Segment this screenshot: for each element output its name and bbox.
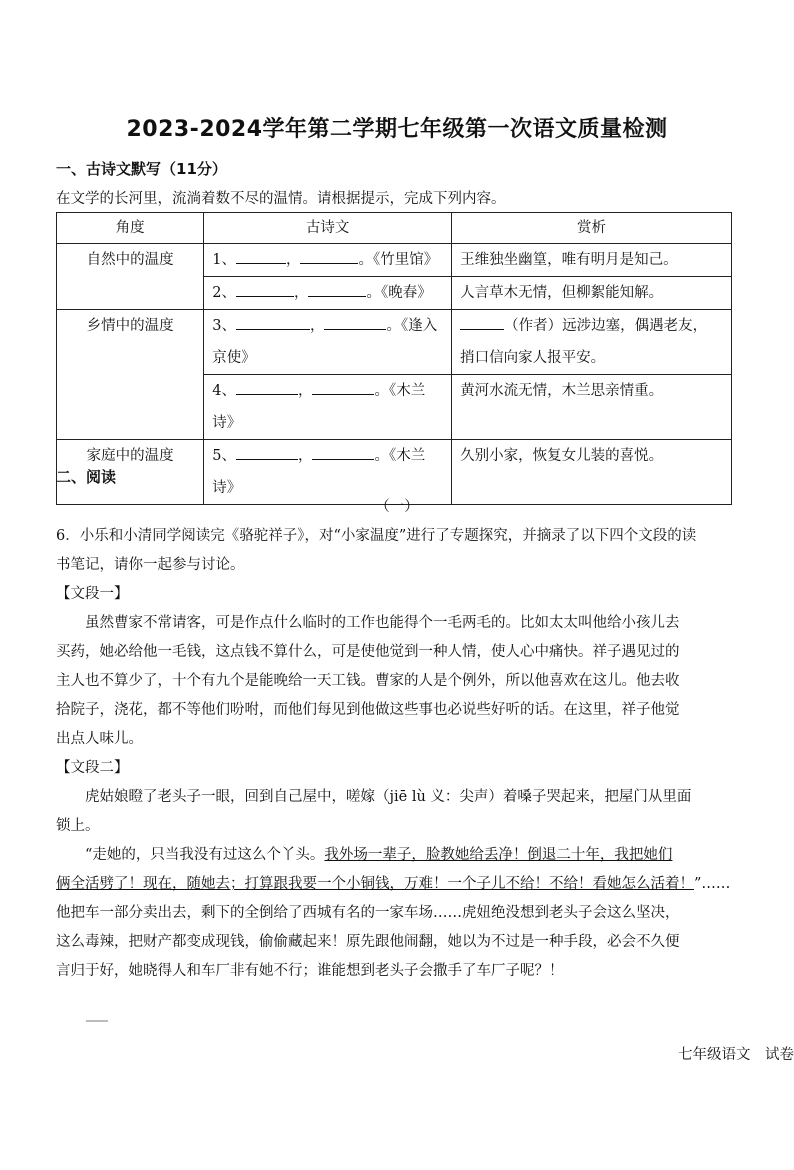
scan-mark — [86, 1020, 108, 1022]
appreciation-cell: 王维独坐幽篁，唯有明月是知己。 — [452, 244, 732, 277]
poem-cell: 4、 ， 。《木兰诗》 — [204, 375, 452, 440]
poem-cell: 2、 ， 。《晚春》 — [204, 277, 452, 310]
answer-blank[interactable] — [308, 282, 366, 297]
answer-blank[interactable] — [236, 315, 310, 330]
author-blank[interactable] — [460, 315, 504, 330]
question-6: 6．小乐和小清同学阅读完《骆驼祥子》，对“小家温度”进行了专题探究，并摘录了以下四个文段的读 书笔记，请你一起参与讨论。 【文段一】 虽然曹家不常请客，可是作点什么临时的工作也能得个一毛两毛的。比如太太叫他给小孩儿去 买药，她必给他一毛钱，这点钱不算什么，可是使他觉到一种人情，使人心中痛快。祥子遇见过的 主人也不算少了，十个有九个是能晚给一天工钱。曹家的人是个例外，所以他喜欢在这儿。他去收 拾院子，浇花，都不等他们吩咐，而他们每见到他做这些事也必说些好听的话。在这里，祥子他觉 出点人味儿。 【文段二】 虎姑娘瞪了老头子一眼，回到自己屋中，嗟嫁（jiē lù 义：尖声）着嗓子哭起来，把屋门从里面 锁上。 “走她的，只当我没有过这么个丫头。我外场一辈子，脸教她给丢净！倒退二十年，我把她们 俩全活劈了！现在，随她去；打算跟我要一个小铜钱，万难！一个子儿不给！不给！看她怎么活着！”…… 他把车一部分卖出去，剩下的全倒给了西城有名的一家车场……虎妞绝没想到老头子会这么坚决， 这么毒辣，把财产都变成现钱，偷偷藏起来！原先跟他闹翻，她以为不过是一种手段，必会不久便 言归于好，她晓得人和车厂非有她不行；谁能想到老头子会撒手了车厂子呢？！ — [56, 522, 746, 986]
answer-blank[interactable] — [236, 249, 286, 264]
answer-blank[interactable] — [324, 315, 386, 330]
header-appreciation: 赏析 — [452, 213, 732, 244]
appreciation-cell: （作者）远涉边塞，偶遇老友， 捎口信向家人报平安。 — [452, 310, 732, 375]
header-angle: 角度 — [57, 213, 204, 244]
page-title: 2023-2024学年第二学期七年级第一次语文质量检测 — [126, 117, 668, 142]
page-footer: 七年级语文 试卷 — [678, 1047, 794, 1063]
table-row — [57, 244, 732, 277]
reading-subheading: （一） — [375, 499, 419, 515]
answer-blank[interactable] — [300, 249, 358, 264]
section1-intro: 在文学的长河里，流淌着数不尽的温情。请根据提示，完成下列内容。 — [56, 191, 506, 207]
poetry-table — [56, 212, 732, 505]
appreciation-cell: 人言草木无情，但柳絮能知解。 — [452, 277, 732, 310]
appreciation-cell: 黄河水流无情，木兰思亲情重。 — [452, 375, 732, 440]
segment-1-label: 【文段一】 — [56, 586, 129, 602]
underlined-quote: 俩全活劈了！现在，随她去；打算跟我要一个小铜钱，万难！一个子儿不给！不给！看她怎么活着！ — [56, 876, 694, 892]
underlined-quote: 我外场一辈子，脸教她给丢净！倒退二十年，我把她们 — [324, 847, 673, 863]
poem-cell: 5、 ， 。《木兰诗》 — [204, 440, 452, 505]
header-poem: 古诗文 — [204, 213, 452, 244]
section1-heading: 一、古诗文默写（11分） — [56, 160, 227, 178]
section2-heading: 二、阅读 — [56, 468, 117, 486]
angle-cell: 自然中的温度 — [57, 244, 204, 310]
answer-blank[interactable] — [312, 445, 374, 460]
answer-blank[interactable] — [312, 380, 374, 395]
answer-blank[interactable] — [236, 445, 298, 460]
answer-blank[interactable] — [236, 282, 294, 297]
segment-2-label: 【文段二】 — [56, 760, 129, 776]
angle-cell: 家庭中的温度 — [57, 440, 204, 505]
poem-cell: 3、 ， 。《逢入 京使》 — [204, 310, 452, 375]
table-header-row — [57, 213, 732, 244]
angle-cell: 乡情中的温度 — [57, 310, 204, 440]
answer-blank[interactable] — [236, 380, 298, 395]
poem-cell: 1、 ， 。《竹里馆》 — [204, 244, 452, 277]
table-row — [57, 310, 732, 375]
segment-1-text: 虽然曹家不常请客，可是作点什么临时的工作也能得个一毛两毛的。比如太太叫他给小孩儿去 — [85, 615, 680, 631]
appreciation-cell: 久别小家，恢复女儿装的喜悦。 — [452, 440, 732, 505]
segment-2-quote: “走她的，只当我没有过这么个丫头。我外场一辈子，脸教她给丢净！倒退二十年，我把她们 — [85, 847, 673, 863]
